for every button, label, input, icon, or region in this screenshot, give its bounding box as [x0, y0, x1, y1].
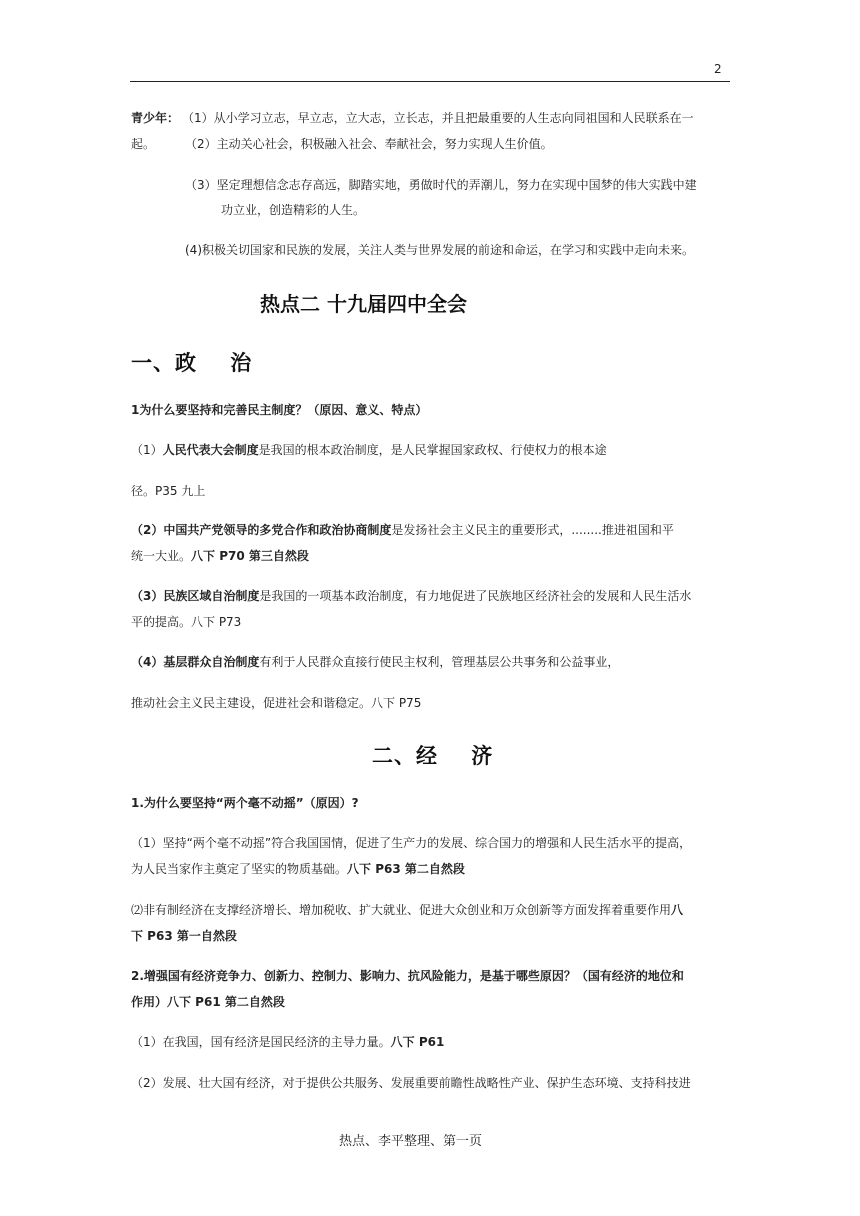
header-rule: [130, 81, 730, 82]
youth-item-1-line-2: 起。: [131, 137, 156, 151]
economy-para-1-ref: 八下 P63 第二自然段: [347, 862, 465, 876]
youth-item-2: （2）主动关心社会，积极融入社会、奉献社会，努力实现人生价值。: [185, 137, 553, 151]
economy-para-1-line-2: [131, 861, 465, 877]
section-heading-economy: 二、经 济: [372, 743, 494, 768]
economy-para-3: [131, 1034, 444, 1050]
economy-para-3-text: （1）在我国，国有经济是国民经济的主导力量。: [131, 1035, 391, 1049]
economy-question-1: 1.为什么要坚持“两个毫不动摇”（原因）?: [131, 796, 359, 810]
politics-para-3-line-1: [131, 588, 691, 604]
economy-para-3-ref: 八下 P61: [390, 1035, 445, 1049]
politics-para-3-bold: （3）民族区域自治制度: [131, 589, 260, 603]
politics-para-1-bold: 人民代表大会制度: [162, 443, 259, 457]
page-footer: 热点、李平整理、第一页: [339, 1134, 483, 1149]
youth-item-4: (4)积极关切国家和民族的发展，关注人类与世界发展的前途和命运，在学习和实践中走向未来。: [185, 243, 695, 257]
economy-question-2-line-1: 2.增强国有经济竞争力、创新力、控制力、影响力、抗风险能力，是基于哪些原因？（国有经济的地位和: [131, 969, 684, 983]
politics-para-2-line-1: [131, 522, 674, 538]
politics-para-1-line-2: 径。P35 九上: [131, 484, 206, 498]
economy-para-1-line-2-text: 为人民当家作主奠定了坚实的物质基础。: [131, 862, 348, 876]
politics-para-2-bold: （2）中国共产党领导的多党合作和政治协商制度: [131, 523, 392, 537]
politics-para-4-bold: （4）基层群众自治制度: [131, 655, 260, 669]
politics-para-1-prefix: （1）: [131, 443, 163, 457]
politics-para-1-rest: 是我国的根本政治制度，是人民掌握国家政权、行使权力的根本途: [258, 443, 607, 457]
politics-para-1-line-1: [131, 442, 607, 458]
youth-item-3-line-1: （3）坚定理想信念志存高远，脚踏实地，勇做时代的弄潮儿，努力在实现中国梦的伟大实践中建: [185, 178, 697, 192]
politics-para-4-line-1: [131, 654, 619, 670]
economy-para-2-line-1: [131, 902, 683, 918]
economy-para-2-ref-start: 八: [671, 903, 684, 917]
politics-para-2-rest: 是发扬社会主义民主的重要形式，........推进祖国和平: [391, 523, 674, 537]
hotspot-title: 热点二 十九届四中全会: [260, 292, 467, 316]
politics-para-3-line-2: 平的提高。八下 P73: [131, 615, 242, 629]
economy-question-2-line-2: 作用）八下 P61 第二自然段: [131, 995, 285, 1009]
politics-para-2-ref: 八下 P70 第三自然段: [191, 549, 309, 563]
economy-para-2-line-2: 下 P63 第一自然段: [131, 929, 237, 943]
economy-para-2-text: ⑵非有制经济在支撑经济增长、增加税收、扩大就业、促进大众创业和万众创新等方面发挥着重要作用: [131, 903, 672, 917]
politics-para-3-rest: 是我国的一项基本政治制度，有力地促进了民族地区经济社会的发展和人民生活水: [259, 589, 692, 603]
youth-item-1-line-1: （1）从小学习立志，早立志，立大志，立长志，并且把最重要的人生志向同祖国和人民联系在一: [182, 111, 694, 125]
economy-para-1-line-1: （1）坚持“两个毫不动摇”符合我国国情，促进了生产力的发展、综合国力的增强和人民生活水平的提高，: [131, 836, 692, 850]
economy-para-4-line-1: （2）发展、壮大国有经济，对于提供公共服务、发展重要前瞻性战略性产业、保护生态环境、支持科技进: [131, 1076, 691, 1090]
youth-label: 青少年：: [131, 111, 180, 125]
politics-para-2-line-2-text: 统一大业。: [131, 549, 192, 563]
politics-para-4-line-2: 推动社会主义民主建设，促进社会和谐稳定。八下 P75: [131, 696, 422, 710]
youth-item-3-line-2: 功立业，创造精彩的人生。: [221, 203, 366, 217]
politics-para-4-rest: 有利于人民群众直接行使民主权利，管理基层公共事务和公益事业，: [259, 655, 620, 669]
politics-question-1: 1为什么要坚持和完善民主制度？（原因、意义、特点）: [131, 403, 428, 417]
politics-para-2-line-2: [131, 548, 309, 564]
section-heading-politics: 一、政 治: [131, 350, 253, 375]
page-number: 2: [714, 62, 722, 76]
